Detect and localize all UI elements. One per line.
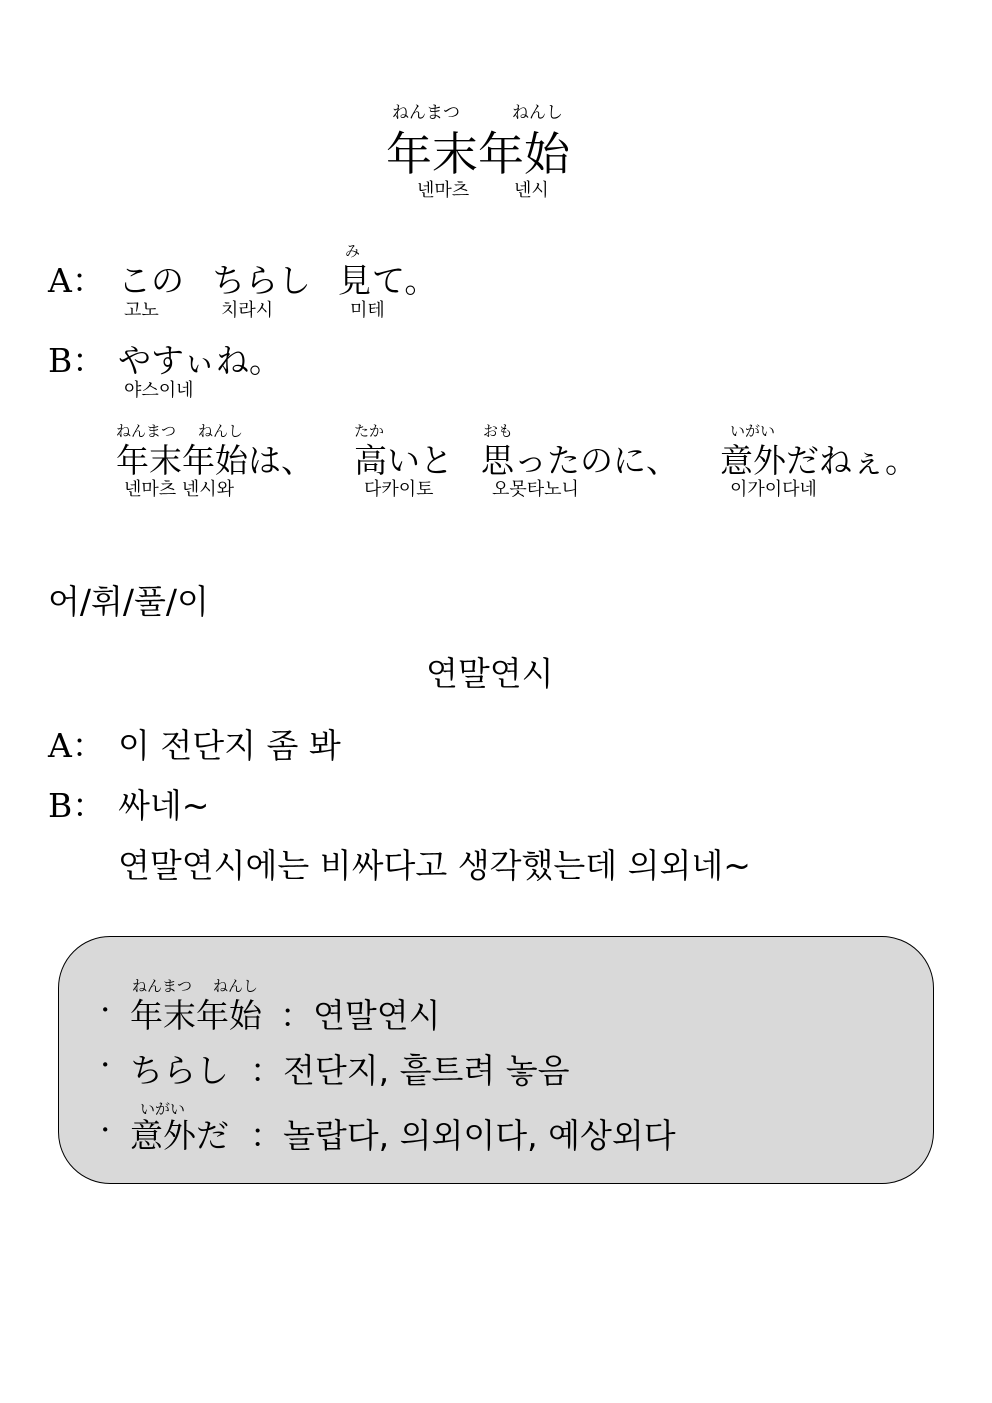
furigana-omo: おも	[483, 422, 514, 440]
title-furigana-nenshi: ねんし	[512, 103, 563, 123]
translation-b-line2: 연말연시에는 비싸다고 생각했는데 의외네~	[118, 846, 751, 885]
dialogue-a-chirashi: ちらし	[212, 261, 311, 300]
vocab-bullet-3: ·	[100, 1110, 111, 1149]
korean-reading-omottanoni: 오못타노니	[492, 479, 579, 500]
korean-reading-kono: 고노	[124, 300, 159, 321]
section-heading: 어/휘/풀/이	[48, 582, 209, 621]
korean-reading-mite: 미테	[350, 300, 385, 321]
vocab-term-igai: 意外だ	[130, 1116, 229, 1155]
furigana-mi: み	[345, 242, 361, 260]
translation-speaker-a: A：	[48, 726, 105, 765]
title-furigana-nenmatsu: ねんまつ	[392, 103, 460, 123]
korean-reading-igaidane: 이가이다네	[730, 479, 817, 500]
vocab-meaning-3: ：놀랍다, 의외이다, 예상외다	[250, 1116, 676, 1155]
furigana-nenmatsu: ねんまつ	[116, 422, 177, 440]
translation-a-line: 이 전단지 좀 봐	[118, 726, 341, 765]
vocab-bullet-2: ·	[100, 1045, 111, 1084]
furigana-igai: いがい	[730, 422, 776, 440]
dialogue-a-kono: この	[118, 261, 184, 300]
dialogue-b-nenmatsu-nenshi: 年末年始は、	[116, 441, 314, 480]
vocab-bullet-1: ·	[100, 990, 111, 1029]
vocab-furigana-nenmatsu: ねんまつ	[132, 977, 193, 995]
vocab-meaning-1: ：연말연시	[280, 996, 441, 1035]
page-title: 年末年始	[386, 127, 570, 181]
vocab-furigana-igai: いがい	[140, 1100, 186, 1118]
dialogue-b-yasuine: やすぃね。	[118, 341, 283, 380]
dialogue-a-te: て。	[372, 261, 438, 300]
vocab-term-chirashi: ちらし	[130, 1051, 229, 1090]
dialogue-a-mi-kanji: 見	[338, 261, 371, 300]
korean-reading-nenmatsu-nenshiwa: 넨마츠 넨시와	[124, 479, 235, 500]
vocab-meaning-2: ：전단지, 흩트려 놓음	[250, 1051, 570, 1090]
speaker-a-label: A：	[48, 261, 105, 300]
furigana-nenshi: ねんし	[198, 422, 244, 440]
furigana-taka: たか	[354, 422, 385, 440]
title-korean-reading-1: 넨마츠	[417, 180, 470, 201]
korean-reading-chirashi: 치라시	[221, 300, 274, 321]
translation-title: 연말연시	[426, 654, 554, 693]
translation-b-line1: 싸네~	[118, 786, 210, 825]
dialogue-b-igai: 意外だねぇ。	[720, 441, 918, 480]
dialogue-b-takai: 高いと	[354, 441, 453, 480]
korean-reading-takaito: 다카이토	[364, 479, 434, 500]
speaker-b-label: B：	[48, 341, 106, 380]
title-korean-reading-2: 넨시	[514, 180, 549, 201]
dialogue-b-omotta: 思ったのに、	[481, 441, 679, 480]
translation-speaker-b: B：	[48, 786, 106, 825]
vocab-term-nenmatsu-nenshi: 年末年始	[130, 996, 262, 1035]
korean-reading-yasuine: 야스이네	[124, 380, 194, 401]
vocab-furigana-nenshi: ねんし	[213, 977, 259, 995]
